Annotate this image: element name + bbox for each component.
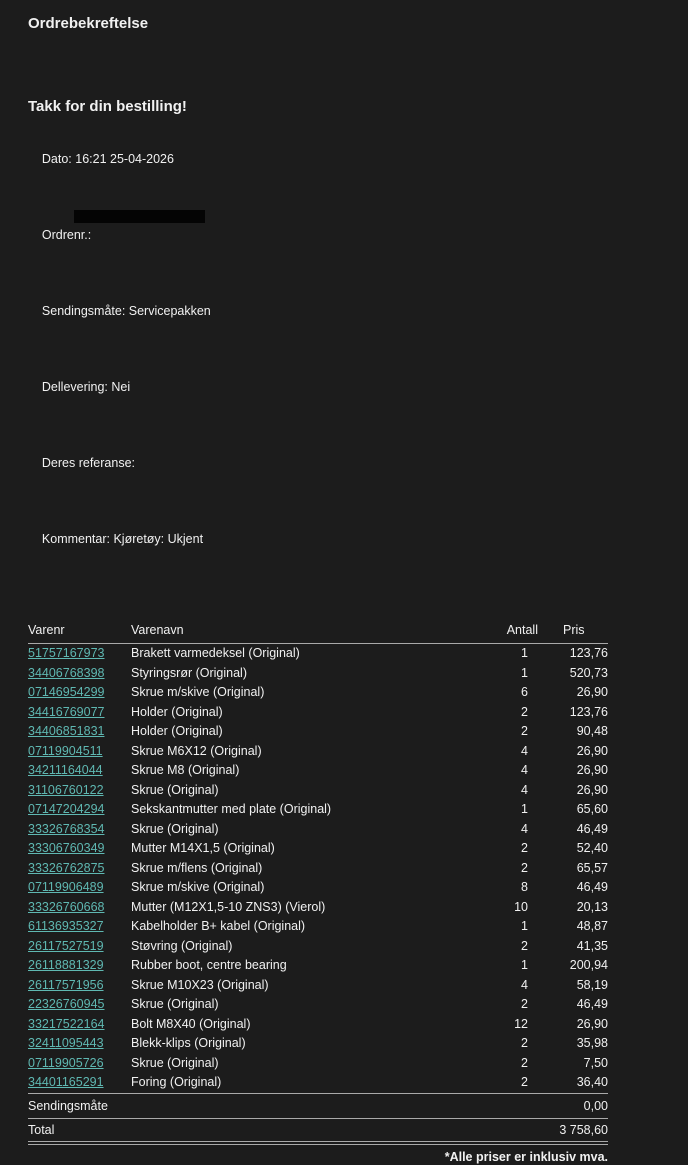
- detail-text: Deres referanse:: [41, 456, 136, 470]
- varenr-link[interactable]: 51757167973: [28, 646, 105, 660]
- detail-line: [28, 283, 608, 359]
- antall-cell: 10: [514, 899, 528, 914]
- varenr-link[interactable]: 07119906489: [28, 880, 104, 894]
- varenr-link[interactable]: 34406768398: [28, 665, 105, 680]
- greeting-heading: Takk for din bestilling!: [28, 98, 187, 115]
- pris-cell: 35,98: [576, 1036, 608, 1050]
- varenavn-cell: Styringsrør (Original): [131, 665, 247, 680]
- table-row: [28, 1073, 608, 1093]
- total-label: Total: [28, 1122, 55, 1137]
- table-row: [28, 839, 608, 859]
- pris-cell: 26,90: [576, 1016, 608, 1031]
- varenavn-cell: Skrue (Original): [131, 821, 219, 836]
- varenr-link[interactable]: 31106760122: [28, 782, 104, 797]
- detail-text: Dato: 16:21 25-04-2026: [41, 152, 174, 166]
- varenavn-cell: Bolt M8X40 (Original): [131, 1016, 251, 1031]
- pris-cell: 65,60: [576, 802, 608, 816]
- pris-cell: 20,13: [576, 899, 608, 914]
- antall-cell: 2: [521, 860, 528, 875]
- antall-cell: 1: [521, 665, 528, 680]
- pris-cell: 26,90: [576, 763, 608, 777]
- pris-cell: 41,35: [576, 938, 608, 953]
- antall-cell: 2: [521, 1055, 528, 1070]
- table-row: [28, 1015, 608, 1035]
- column-header-varenavn: Varenavn: [131, 623, 184, 637]
- pris-cell: 123,76: [569, 646, 608, 660]
- detail-text: Sendingsmåte: Servicepakken: [41, 304, 211, 318]
- antall-cell: 2: [521, 704, 528, 719]
- varenavn-cell: Sekskantmutter med plate (Original): [131, 802, 332, 816]
- order-confirmation-page: [28, 0, 608, 1165]
- varenr-link[interactable]: 34406851831: [28, 724, 105, 738]
- varenavn-cell: Skrue M6X12 (Original): [131, 743, 262, 758]
- varenavn-cell: Brakett varmedeksel (Original): [131, 646, 300, 660]
- table-header-row: [28, 623, 608, 644]
- table-row: [28, 683, 608, 703]
- varenr-link[interactable]: 32411095443: [28, 1036, 104, 1050]
- varenavn-cell: Foring (Original): [131, 1075, 222, 1089]
- detail-line: [28, 435, 608, 511]
- order-details: [28, 131, 608, 587]
- antall-cell: 4: [521, 782, 528, 797]
- table-row: [28, 878, 608, 898]
- pris-cell: 52,40: [576, 841, 608, 855]
- redaction-box: [74, 210, 205, 223]
- varenavn-cell: Mutter M14X1,5 (Original): [131, 841, 275, 855]
- antall-cell: 1: [521, 919, 528, 933]
- varenr-link[interactable]: 33326762875: [28, 860, 105, 875]
- detail-line: [28, 359, 608, 435]
- table-row: [28, 761, 608, 781]
- pris-cell: 26,90: [576, 685, 608, 699]
- table-row: [28, 917, 608, 937]
- column-header-antall: Antall: [506, 623, 538, 637]
- antall-cell: 2: [521, 841, 528, 855]
- antall-cell: 1: [521, 958, 528, 972]
- shipping-value: 0,00: [583, 1098, 608, 1113]
- varenavn-cell: Blekk-klips (Original): [131, 1036, 246, 1050]
- detail-line: [28, 207, 608, 283]
- varenr-link[interactable]: 33306760349: [28, 841, 105, 855]
- pris-cell: 65,57: [576, 860, 608, 875]
- pris-cell: 90,48: [576, 724, 608, 738]
- column-header-varenr: Varenr: [28, 623, 65, 637]
- table-row: [28, 995, 608, 1015]
- table-row: [28, 722, 608, 742]
- pris-cell: 46,49: [576, 821, 608, 836]
- varenavn-cell: Skrue m/skive (Original): [131, 880, 265, 894]
- varenavn-cell: Rubber boot, centre bearing: [131, 958, 287, 972]
- detail-line: [28, 511, 608, 587]
- order-items-table: [28, 623, 608, 1145]
- varenavn-cell: Skrue m/flens (Original): [131, 860, 263, 875]
- table-row: [28, 956, 608, 976]
- varenavn-cell: Kabelholder B+ kabel (Original): [131, 919, 306, 933]
- shipping-label: Sendingsmåte: [28, 1098, 108, 1113]
- antall-cell: 12: [514, 1016, 528, 1031]
- varenr-link[interactable]: 34416769077: [28, 704, 105, 719]
- varenr-link[interactable]: 26118881329: [28, 958, 104, 972]
- total-double-rule: [28, 1141, 608, 1145]
- antall-cell: 2: [521, 724, 528, 738]
- varenavn-cell: Holder (Original): [131, 724, 223, 738]
- antall-cell: 1: [521, 646, 528, 660]
- table-row: [28, 644, 608, 664]
- varenr-link[interactable]: 22326760945: [28, 997, 105, 1011]
- varenr-link[interactable]: 07119904511: [28, 743, 103, 758]
- table-row: [28, 800, 608, 820]
- pris-cell: 58,19: [576, 977, 608, 992]
- varenavn-cell: Skrue (Original): [131, 997, 219, 1011]
- detail-line: [28, 131, 608, 207]
- varenavn-cell: Skrue M8 (Original): [131, 763, 240, 777]
- table-row: [28, 1054, 608, 1074]
- varenr-link[interactable]: 33326768354: [28, 821, 105, 836]
- varenavn-cell: Skrue (Original): [131, 1055, 219, 1070]
- antall-cell: 6: [521, 685, 528, 699]
- antall-cell: 2: [521, 938, 528, 953]
- varenr-link[interactable]: 07147204294: [28, 802, 105, 816]
- pris-cell: 123,76: [569, 704, 608, 719]
- table-row: [28, 976, 608, 996]
- varenavn-cell: Skrue M10X23 (Original): [131, 977, 269, 992]
- varenavn-cell: Mutter (M12X1,5-10 ZNS3) (Vierol): [131, 899, 326, 914]
- table-row: [28, 781, 608, 801]
- antall-cell: 8: [521, 880, 528, 894]
- pris-cell: 26,90: [576, 743, 608, 758]
- antall-cell: 1: [521, 802, 528, 816]
- antall-cell: 4: [521, 821, 528, 836]
- varenr-link[interactable]: 61136935327: [28, 919, 104, 933]
- table-row: [28, 898, 608, 918]
- varenr-link[interactable]: 07119905726: [28, 1055, 104, 1070]
- varenr-link[interactable]: 34401165291: [28, 1075, 104, 1089]
- pris-cell: 46,49: [576, 997, 608, 1011]
- table-row: [28, 859, 608, 879]
- total-value: 3 758,60: [559, 1122, 608, 1137]
- shipping-total-row: [28, 1093, 608, 1118]
- table-body: [28, 644, 608, 1093]
- grand-total-row: [28, 1118, 608, 1141]
- table-row: [28, 703, 608, 723]
- antall-cell: 2: [521, 997, 528, 1011]
- detail-text: Dellevering: Nei: [41, 380, 131, 394]
- column-header-pris: Pris: [563, 623, 585, 637]
- antall-cell: 2: [521, 1036, 528, 1050]
- detail-text: Ordrenr.:: [41, 228, 92, 242]
- pris-cell: 26,90: [576, 782, 608, 797]
- varenr-link[interactable]: 26117527519: [28, 938, 104, 953]
- table-row: [28, 1034, 608, 1054]
- pris-cell: 520,73: [569, 665, 608, 680]
- pris-cell: 46,49: [576, 880, 608, 894]
- antall-cell: 4: [521, 763, 528, 777]
- varenavn-cell: Skrue (Original): [131, 782, 219, 797]
- table-row: [28, 742, 608, 762]
- table-row: [28, 937, 608, 957]
- table-row: [28, 820, 608, 840]
- pris-cell: 7,50: [583, 1055, 608, 1070]
- antall-cell: 2: [521, 1075, 528, 1089]
- pris-cell: 48,87: [576, 919, 608, 933]
- antall-cell: 4: [521, 977, 528, 992]
- varenr-link[interactable]: 34211164044: [28, 763, 103, 777]
- antall-cell: 4: [521, 743, 528, 758]
- varenavn-cell: Holder (Original): [131, 704, 223, 719]
- detail-text: Kommentar: Kjøretøy: Ukjent: [41, 532, 204, 546]
- page-title: Ordrebekreftelse: [28, 15, 149, 32]
- varenr-link[interactable]: 26117571956: [28, 977, 104, 992]
- varenr-link[interactable]: 07146954299: [28, 685, 105, 699]
- pris-cell: 36,40: [576, 1075, 608, 1089]
- pris-cell: 200,94: [569, 958, 608, 972]
- varenavn-cell: Støvring (Original): [131, 938, 233, 953]
- vat-footnote: *Alle priser er inklusiv mva.: [444, 1149, 608, 1164]
- varenavn-cell: Skrue m/skive (Original): [131, 685, 265, 699]
- varenr-link[interactable]: 33217522164: [28, 1016, 105, 1031]
- table-row: [28, 664, 608, 684]
- varenr-link[interactable]: 33326760668: [28, 899, 105, 914]
